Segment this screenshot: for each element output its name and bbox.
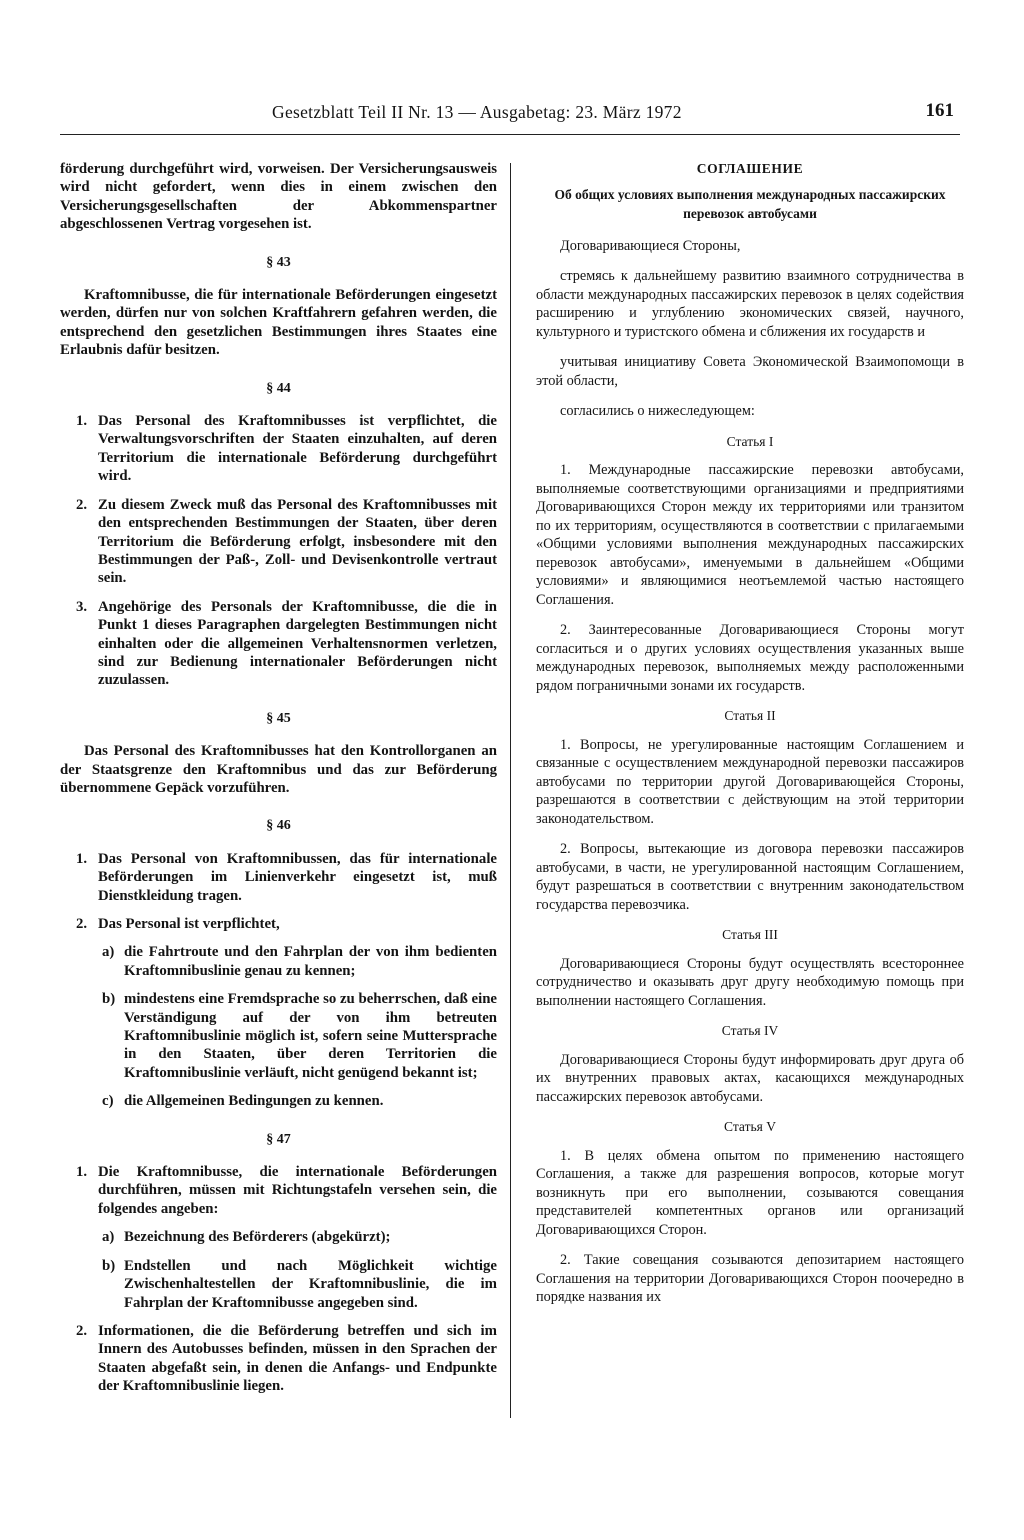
paragraph: стремясь к дальнейшему развитию взаимного сотрудничества в области международных пассажирских перевозок в целях содействия расширению и углублению экономических связей, научного, культурного и туристского обмена и сближения их государств и xyxy=(536,268,964,340)
sub-item xyxy=(60,990,497,1082)
sub-item xyxy=(60,1092,497,1110)
list-item xyxy=(60,1163,497,1218)
article-heading: Статья I xyxy=(726,433,774,449)
item-text: die Fahrtroute und den Fahrplan der von ihm bedienten Kraftomnibuslinie genau zu kennen; xyxy=(124,944,497,979)
header-title: Gesetzblatt Teil II Nr. 13 — Ausgabetag: 23. März 1972 xyxy=(272,102,682,122)
item-number: 3. xyxy=(76,598,88,615)
list-item xyxy=(60,850,497,905)
paragraph: 1. Международные пассажирские перевозки автобусами, выполняемые соответствующими организациями и предприятиями Договаривающихся Сторон между их территориями или транзитом по их территориям, осуществляются в соответствии с прилагаемыми «Общими условиями выполнения международных пассажирских перевозок автобусами», именуемыми в дальнейшем «Общими условиями» и являющимися неотъемлемой частью настоящего Соглашения. xyxy=(536,462,964,608)
paragraph: Kraftomnibusse, die für internationale Beförderungen eingesetzt werden, dürfen nur von solchen Kraftfahrern gefahren werden, die entsprechend den gesetzlichen Bestimmungen ihres Staates eine Erlaubnis dafür besitzen. xyxy=(60,287,497,359)
paragraph: Das Personal des Kraftomnibusses hat den Kontrollorganen an der Staatsgrenze den Kraftomnibus und das zur Beförderung übernommene Gepäck vorzuführen. xyxy=(60,743,497,796)
article-heading: Статья IV xyxy=(721,1023,779,1038)
article-heading: Статья II xyxy=(724,708,776,723)
list-item xyxy=(60,598,497,690)
paragraph: 2. Такие совещания созываются депозитарием настоящего Соглашения на территории Договаривающихся Сторон поочередно в порядке названия их xyxy=(536,1252,964,1305)
paragraph: 1. Вопросы, не урегулированные настоящим Соглашением и связанные с осуществлением международной перевозки пассажиров автобусами по территории другой Договаривающейся Стороны, разрешаются в соответствии с действующим на этой территории законодательством. xyxy=(536,736,964,827)
item-text: Informationen, die die Beförderung betreffen und sich im Innern des Autobusses befinden, müssen in den Sprachen der Staaten abgefaßt sein, in denen die Anfangs- und Endpunkte der Kraftomnibuslinie liegen. xyxy=(98,1322,497,1395)
item-text: mindestens eine Fremdsprache so zu beherrschen, daß eine Verständigung auf der von ihm betreuten Kraftomnibuslinie möglich ist, sofern seine Muttersprache in den Staaten, über deren Territorien die Kraftomnibuslinie verläuft, nicht genügend bekannt ist; xyxy=(124,991,497,1081)
item-number: c) xyxy=(102,1093,114,1110)
article-heading: Статья III xyxy=(722,927,778,942)
item-number: b) xyxy=(102,1257,116,1274)
list-item xyxy=(60,496,497,588)
paragraph: Договаривающиеся Стороны будут осуществлять всестороннее сотрудничество и оказывать друг другу необходимую помощь при выполнении настоящего Соглашения. xyxy=(536,955,964,1009)
section-heading: § 43 xyxy=(266,254,291,270)
paragraph: согласились о нижеследующем: xyxy=(560,403,755,419)
list-item xyxy=(60,915,497,933)
agreement-title: СОГЛАШЕНИЕ xyxy=(696,161,804,176)
header-rule xyxy=(60,134,960,135)
sub-item xyxy=(60,943,497,980)
article-heading: Статья V xyxy=(724,1119,776,1134)
paragraph: 2. Вопросы, вытекающие из договора перевозки пассажиров автобусами, в части, не урегулированной настоящим Соглашением, будут разрешаться в соответствии с внутренним законодательством государства перевозчика. xyxy=(536,841,964,913)
item-number: b) xyxy=(102,991,116,1008)
paragraph: 1. В целях обмена опытом по применению настоящего Соглашения, а также для разрешения вопросов, которые могут возникнуть при его выполнении, созываются совещания представителей компетентных органов или организаций Договаривающихся Сторон. xyxy=(536,1147,964,1238)
sub-item xyxy=(60,1257,497,1312)
section-heading: § 46 xyxy=(266,818,291,834)
item-number: 1. xyxy=(76,413,88,430)
item-text: Die Kraftomnibusse, die internationale Beförderungen durchführen, müssen mit Richtungstafeln versehen sein, die folgendes angeben: xyxy=(98,1164,497,1217)
item-text: Das Personal ist verpflichtet, xyxy=(98,916,280,932)
item-number: 2. xyxy=(76,1322,88,1339)
item-text: Das Personal von Kraftomnibussen, das für internationale Beförderungen im Linienverkehr eingesetzt ist, muß Dienstkleidung tragen. xyxy=(98,850,497,904)
item-text: die Allgemeinen Bedingungen zu kennen. xyxy=(124,1093,384,1110)
item-number: 1. xyxy=(76,1164,88,1181)
section-heading: § 45 xyxy=(266,710,291,726)
item-text: Endstellen und nach Möglichkeit wichtige Zwischenhaltestellen der Kraftomnibuslinie, die im Fahrplan der Kraftomnibusse angegeben sind. xyxy=(124,1257,497,1311)
item-number: 2. xyxy=(76,496,88,513)
item-number: 2. xyxy=(76,916,88,932)
agreement-subtitle: Об общих условиях выполнения международных пассажирских перевозок автобусами xyxy=(554,186,946,221)
section-heading: § 47 xyxy=(266,1131,291,1147)
page-number: 161 xyxy=(925,100,954,121)
left-column xyxy=(60,160,497,1406)
section-heading: § 44 xyxy=(266,380,291,396)
item-number: a) xyxy=(102,944,115,961)
paragraph: 2. Заинтересованные Договаривающиеся Стороны могут согласиться и о других условиях осуществления указанных выше международных перевозок, выполняемых между расположенными рядом пограничными зонами их государств. xyxy=(536,622,964,694)
item-number: 1. xyxy=(76,850,88,867)
item-text: Bezeichnung des Beförderers (abgekürzt); xyxy=(124,1229,391,1246)
paragraph: förderung durchgeführt wird, vorweisen. Der Versicherungsausweis wird nicht gefordert, wenn dies in einem zwischen den Versicherungsgesellschaften der Abkommenspartner abgeschlossenen Vertrag vorgesehen ist. xyxy=(60,161,497,233)
right-column xyxy=(536,160,964,1307)
paragraph: Договаривающиеся Стороны, xyxy=(560,237,741,254)
item-text: Zu diesem Zweck muß das Personal des Kraftomnibusses mit den entsprechenden Bestimmungen der Staaten, über deren Territorium die Beförderung erfolgt, insbesondere mit den Bestimmungen der Paß-, Zoll- und Devisenkontrolle vertraut sein. xyxy=(98,496,497,587)
item-text: Das Personal des Kraftomnibusses ist verpflichtet, die Verwaltungsvorschriften der Staaten einzuhalten, auf deren Territorium die internationale Beförderung durchgeführt wird. xyxy=(98,413,497,485)
item-number: a) xyxy=(102,1229,115,1246)
page-header xyxy=(60,102,960,136)
item-text: Angehörige des Personals der Kraftomnibusse, die die in Punkt 1 dieses Paragraphen dargelegten Bestimmungen nicht einhalten oder die allgemeinen Verhaltensnormen verletzen, sind zur Bedienung internationaler Beförderungen nicht zuzulassen. xyxy=(98,598,497,689)
sub-item xyxy=(60,1228,497,1246)
column-divider xyxy=(510,163,511,1418)
list-item xyxy=(60,412,497,486)
paragraph: Договаривающиеся Стороны будут информировать друг друга об их внутренних правовых актах, касающихся международных пассажирских перевозок автобусами. xyxy=(536,1051,964,1105)
list-item xyxy=(60,1322,497,1396)
paragraph: учитывая инициативу Совета Экономической Взаимопомощи в этой области, xyxy=(536,354,964,389)
